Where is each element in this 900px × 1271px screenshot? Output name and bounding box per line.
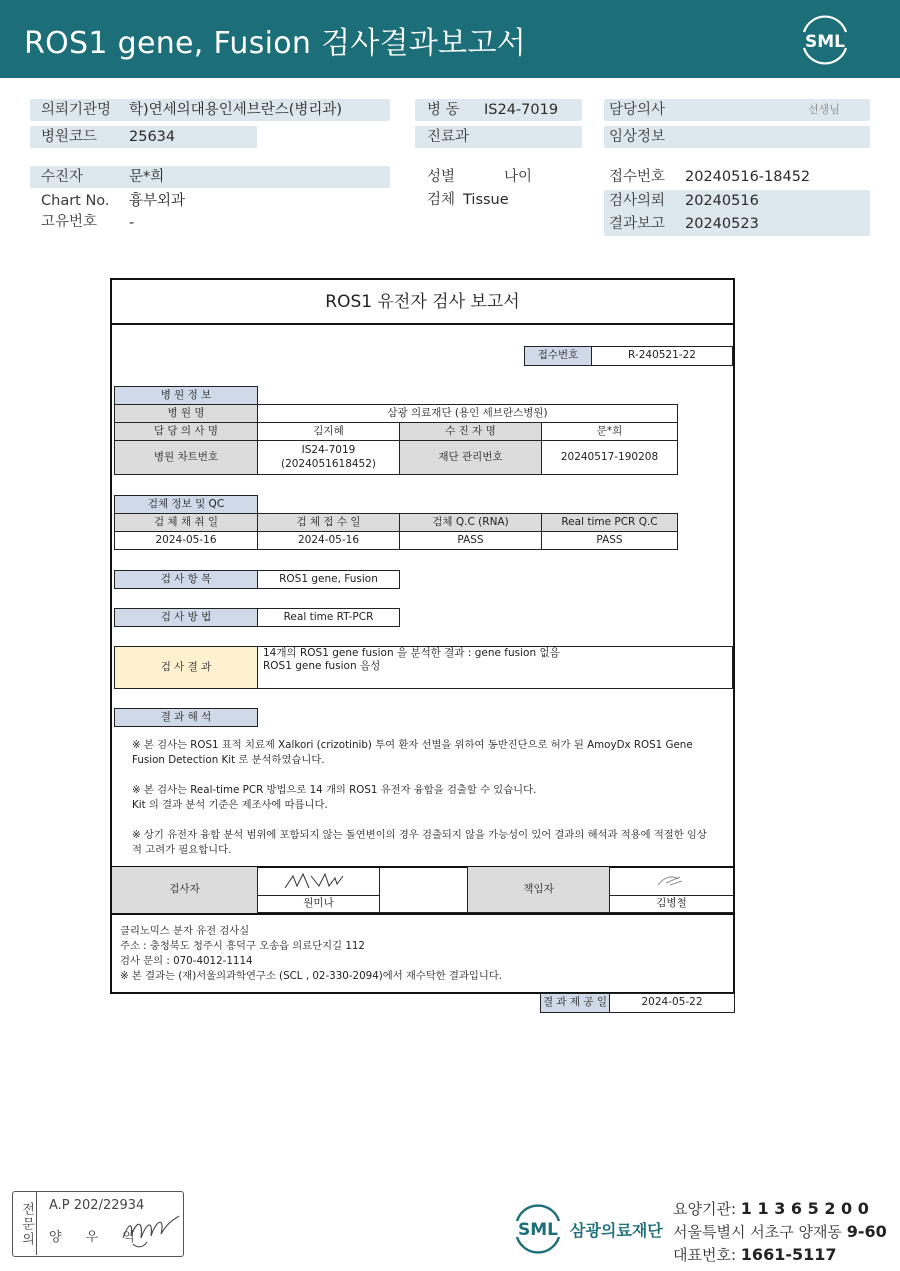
chart-number-value (257, 440, 400, 475)
tester-name: 원미나 (257, 895, 380, 913)
doctor-label: 담당의사 (609, 102, 666, 118)
responsible-signature (609, 867, 733, 896)
specimen-value: Tissue (463, 192, 509, 208)
footer-address-value: 9-60 (846, 1222, 887, 1241)
unique-label: 고유번호 (41, 214, 98, 230)
ros1-report (110, 278, 735, 994)
test-result-label: 검 사 결 과 (114, 646, 258, 689)
footer-phone-label: 대표번호: (673, 1246, 737, 1264)
note-1-line-2: Fusion Detection Kit 로 분석하였습니다. (132, 754, 325, 766)
report-title: ROS1 유전자 검사 보고서 (112, 280, 733, 325)
specimen-section-header: 검체 정보 및 QC (114, 495, 258, 514)
test-item-label: 검 사 항 목 (114, 570, 258, 589)
qc-pcr-header: Real time PCR Q.C (541, 513, 678, 532)
lab-note: ※ 본 결과는 (재)서울의과학연구소 (SCL , 02-330-2094)에서 재수탁한 결과입니다. (120, 970, 503, 982)
provide-date-label: 결 과 제 공 일 (540, 993, 610, 1013)
note-3-line-2: 적 고려가 필요합니다. (132, 844, 232, 856)
patient-value: 문*희 (129, 169, 165, 185)
tester-signature (257, 867, 380, 896)
note-2-line-2: Kit 의 결과 분석 기준은 제조사에 따릅니다. (132, 799, 328, 811)
qc-pcr-value: PASS (541, 531, 678, 550)
patient-label: 수진자 (41, 169, 84, 185)
info-bar (30, 166, 390, 188)
interpretation-label: 결 과 해 석 (114, 708, 258, 727)
chart-value: 흉부외과 (129, 193, 186, 209)
chart-number-line1: IS24-7019 (301, 444, 356, 457)
patient-name-value: 문*희 (541, 422, 678, 441)
interpretation-notes (132, 738, 712, 858)
note-1-line-1: ※ 본 검사는 ROS1 표적 치료제 Xalkori (crizotinib) 투여 환자 선별을 위하여 동반진단으로 허가 된 AmoyDx ROS1 Gene (132, 739, 693, 751)
receive-date-header: 검 체 접 수 일 (257, 513, 400, 532)
footer-address-line (673, 1221, 887, 1242)
chart-number-line2: (2024051618452) (280, 457, 377, 470)
doctor-label: 담 당 의 사 명 (114, 422, 258, 441)
report-receipt-value: R-240521-22 (591, 346, 733, 366)
result-report-value: 20240523 (685, 216, 759, 232)
test-result-value (257, 646, 733, 689)
footer-phone-line (673, 1244, 837, 1265)
doctor-value: 김지혜 (257, 422, 400, 441)
chart-label: Chart No. (41, 193, 110, 209)
page-title: ROS1 gene, Fusion 검사결과보고서 (24, 26, 527, 61)
footer-code-line (673, 1198, 869, 1219)
sml-logo-icon (796, 12, 854, 66)
ward-label: 병 동 (427, 102, 460, 118)
result-line-1: 14개의 ROS1 gene fusion 을 분석한 결과 : gene fusion 없음 (263, 647, 560, 659)
qc-rna-value: PASS (399, 531, 542, 550)
specimen-label: 검체 (427, 192, 456, 208)
signature-blank (379, 867, 468, 913)
report-receipt-label: 접수번호 (524, 346, 592, 366)
test-method-label: 검 사 방 법 (114, 608, 258, 627)
lab-contact: 검사 문의 : 070-4012-1114 (120, 955, 253, 967)
hospital-section-header: 병 원 정 보 (114, 386, 258, 405)
test-item-value: ROS1 gene, Fusion (257, 570, 400, 589)
header-logo-text: SML (805, 32, 845, 52)
institution-value: 학)연세의대용인세브란스(병리과) (129, 102, 343, 118)
specialist-signature-icon (119, 1208, 183, 1252)
tester-label: 검사자 (112, 867, 258, 913)
provide-date-value: 2024-05-22 (609, 993, 735, 1013)
note-2-line-1: ※ 본 검사는 Real-time PCR 방법으로 14 개의 ROS1 유전자 융합을 검출할 수 있습니다. (132, 784, 537, 796)
receipt-label: 접수번호 (609, 169, 666, 185)
sml-footer-logo-icon (510, 1200, 566, 1256)
responsible-signature-icon (652, 871, 692, 891)
clinical-label: 임상정보 (609, 129, 666, 145)
stamp-license: A.P 202/22934 (49, 1198, 145, 1213)
institution-label: 의뢰기관명 (41, 102, 112, 118)
responsible-label: 책임자 (467, 867, 610, 913)
collect-date-header: 검 체 채 취 일 (114, 513, 258, 532)
unique-value: - (129, 215, 135, 231)
tester-signature-icon (279, 870, 359, 892)
hospital-code-label: 병원코드 (41, 129, 98, 145)
stamp-side-text: 전문의 (13, 1192, 37, 1255)
qc-rna-header: 검체 Q.C (RNA) (399, 513, 542, 532)
patient-name-label: 수 진 자 명 (399, 422, 542, 441)
hospital-code-value: 25634 (129, 129, 176, 145)
footer-brand-name: 삼광의료재단 (570, 1221, 663, 1240)
footer-address-label: 서울특별시 서초구 양재동 (673, 1223, 842, 1241)
responsible-name: 김병철 (609, 895, 733, 913)
footer-logo-text: SML (518, 1220, 558, 1240)
department-label: 진료과 (427, 129, 470, 145)
lab-address: 주소 : 충청북도 청주시 흥덕구 오송읍 의료단지길 112 (120, 940, 365, 952)
report-header (0, 0, 900, 78)
request-label: 검사의뢰 (609, 193, 666, 209)
hospital-name-label: 병 원 명 (114, 404, 258, 423)
result-report-label: 결과보고 (609, 216, 666, 232)
foundation-number-label: 재단 관리번호 (399, 440, 542, 475)
result-line-2: ROS1 gene fusion 음성 (263, 660, 381, 673)
ward-value: IS24-7019 (484, 102, 559, 118)
foundation-number-value: 20240517-190208 (541, 440, 678, 475)
collect-date-value: 2024-05-16 (114, 531, 258, 550)
specialist-stamp (12, 1191, 184, 1257)
footer-code-value: 1 1 3 6 5 2 0 0 (740, 1199, 869, 1218)
age-label: 나이 (504, 169, 533, 185)
receipt-value: 20240516-18452 (685, 169, 811, 185)
footer-code-label: 요양기관: (673, 1200, 737, 1218)
footer-phone-value: 1661-5117 (740, 1245, 837, 1264)
lab-info (120, 924, 502, 984)
request-value: 20240516 (685, 193, 759, 209)
sex-label: 성별 (427, 169, 456, 185)
stamp-name: 양 우 익 (49, 1230, 145, 1245)
hospital-name-value: 삼광 의료재단 (용인 세브란스병원) (257, 404, 678, 423)
receive-date-value: 2024-05-16 (257, 531, 400, 550)
note-3-line-1: ※ 상기 유전자 융합 분석 범위에 포함되지 않는 돌연변이의 경우 검출되지 않을 가능성이 있어 결과의 해석과 적용에 적절한 임상 (132, 829, 707, 841)
chart-number-label: 병원 차트번호 (114, 440, 258, 475)
lab-name: 클리노믹스 분자 유전 검사실 (120, 925, 250, 937)
doctor-suffix: 선생님 (808, 103, 840, 116)
test-method-value: Real time RT-PCR (257, 608, 400, 627)
